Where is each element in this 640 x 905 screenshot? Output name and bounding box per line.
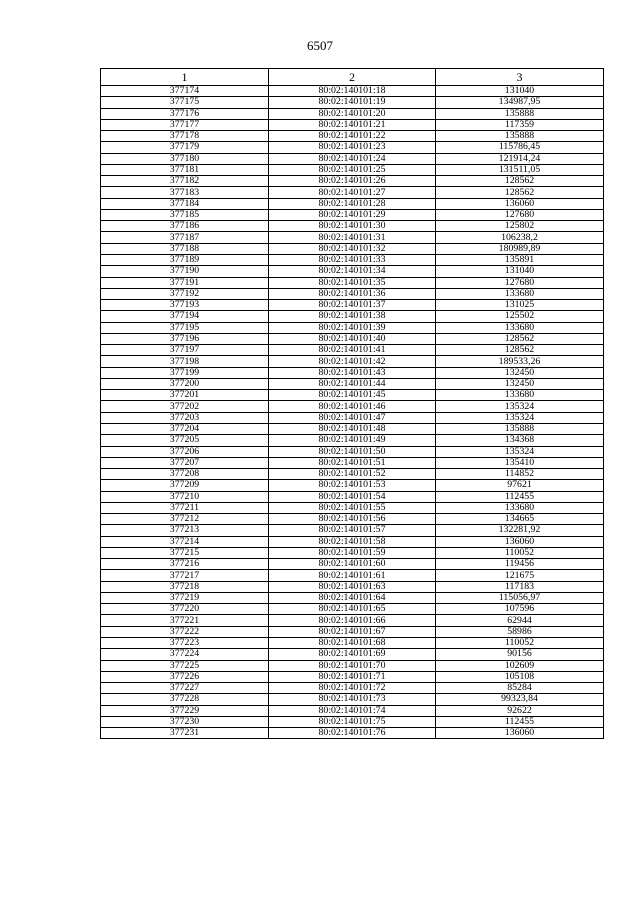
row-number-cell: 377186 bbox=[101, 221, 269, 232]
cadastral-number-cell: 80:02:140101:48 bbox=[269, 423, 436, 434]
cadastral-number-cell: 80:02:140101:27 bbox=[269, 187, 436, 198]
row-number-cell: 377213 bbox=[101, 525, 269, 536]
cadastral-number-cell: 80:02:140101:50 bbox=[269, 446, 436, 457]
value-cell: 128562 bbox=[436, 187, 604, 198]
value-cell: 132450 bbox=[436, 378, 604, 389]
table-row bbox=[101, 536, 604, 547]
row-number-cell: 377176 bbox=[101, 108, 269, 119]
value-cell: 112455 bbox=[436, 716, 604, 727]
table-row bbox=[101, 232, 604, 243]
row-number-cell: 377229 bbox=[101, 705, 269, 716]
cadastral-number-cell: 80:02:140101:20 bbox=[269, 108, 436, 119]
cadastral-number-cell: 80:02:140101:42 bbox=[269, 356, 436, 367]
table-row bbox=[101, 683, 604, 694]
cadastral-number-cell: 80:02:140101:22 bbox=[269, 131, 436, 142]
value-cell: 125502 bbox=[436, 311, 604, 322]
row-number-cell: 377192 bbox=[101, 288, 269, 299]
table-row bbox=[101, 311, 604, 322]
row-number-cell: 377209 bbox=[101, 480, 269, 491]
value-cell: 135888 bbox=[436, 108, 604, 119]
cadastral-number-cell: 80:02:140101:40 bbox=[269, 333, 436, 344]
cadastral-number-cell: 80:02:140101:64 bbox=[269, 592, 436, 603]
value-cell: 117359 bbox=[436, 119, 604, 130]
row-number-cell: 377227 bbox=[101, 683, 269, 694]
row-number-cell: 377216 bbox=[101, 559, 269, 570]
table-row bbox=[101, 164, 604, 175]
cadastral-number-cell: 80:02:140101:69 bbox=[269, 649, 436, 660]
cadastral-number-cell: 80:02:140101:67 bbox=[269, 626, 436, 637]
value-cell: 128562 bbox=[436, 345, 604, 356]
row-number-cell: 377204 bbox=[101, 423, 269, 434]
table-row bbox=[101, 153, 604, 164]
table-row bbox=[101, 412, 604, 423]
value-cell: 189533,26 bbox=[436, 356, 604, 367]
cadastral-number-cell: 80:02:140101:57 bbox=[269, 525, 436, 536]
table-row bbox=[101, 390, 604, 401]
value-cell: 112455 bbox=[436, 491, 604, 502]
value-cell: 92622 bbox=[436, 705, 604, 716]
row-number-cell: 377194 bbox=[101, 311, 269, 322]
table-row bbox=[101, 277, 604, 288]
value-cell: 132281,92 bbox=[436, 525, 604, 536]
cadastral-number-cell: 80:02:140101:71 bbox=[269, 671, 436, 682]
table-row bbox=[101, 570, 604, 581]
value-cell: 121914,24 bbox=[436, 153, 604, 164]
cadastral-number-cell: 80:02:140101:58 bbox=[269, 536, 436, 547]
row-number-cell: 377196 bbox=[101, 333, 269, 344]
cadastral-number-cell: 80:02:140101:66 bbox=[269, 615, 436, 626]
value-cell: 131025 bbox=[436, 300, 604, 311]
table-row bbox=[101, 705, 604, 716]
table-row bbox=[101, 435, 604, 446]
cadastral-number-cell: 80:02:140101:44 bbox=[269, 378, 436, 389]
cadastral-number-cell: 80:02:140101:75 bbox=[269, 716, 436, 727]
table-row bbox=[101, 660, 604, 671]
value-cell: 135888 bbox=[436, 423, 604, 434]
column-header-3: 3 bbox=[436, 69, 604, 86]
row-number-cell: 377193 bbox=[101, 300, 269, 311]
value-cell: 99323,84 bbox=[436, 694, 604, 705]
row-number-cell: 377197 bbox=[101, 345, 269, 356]
row-number-cell: 377226 bbox=[101, 671, 269, 682]
cadastral-number-cell: 80:02:140101:70 bbox=[269, 660, 436, 671]
row-number-cell: 377185 bbox=[101, 209, 269, 220]
table-row bbox=[101, 525, 604, 536]
row-number-cell: 377231 bbox=[101, 728, 269, 739]
row-number-cell: 377228 bbox=[101, 694, 269, 705]
value-cell: 115786,45 bbox=[436, 142, 604, 153]
cadastral-number-cell: 80:02:140101:30 bbox=[269, 221, 436, 232]
row-number-cell: 377206 bbox=[101, 446, 269, 457]
value-cell: 102609 bbox=[436, 660, 604, 671]
cadastral-number-cell: 80:02:140101:61 bbox=[269, 570, 436, 581]
cadastral-number-cell: 80:02:140101:59 bbox=[269, 547, 436, 558]
cadastral-number-cell: 80:02:140101:72 bbox=[269, 683, 436, 694]
value-cell: 125802 bbox=[436, 221, 604, 232]
table-row bbox=[101, 187, 604, 198]
row-number-cell: 377221 bbox=[101, 615, 269, 626]
row-number-cell: 377211 bbox=[101, 502, 269, 513]
cadastral-number-cell: 80:02:140101:60 bbox=[269, 559, 436, 570]
cadastral-number-cell: 80:02:140101:47 bbox=[269, 412, 436, 423]
table-row bbox=[101, 626, 604, 637]
table-row bbox=[101, 367, 604, 378]
cadastral-number-cell: 80:02:140101:34 bbox=[269, 266, 436, 277]
table-row bbox=[101, 119, 604, 130]
value-cell: 58986 bbox=[436, 626, 604, 637]
value-cell: 135410 bbox=[436, 457, 604, 468]
value-cell: 121675 bbox=[436, 570, 604, 581]
row-number-cell: 377205 bbox=[101, 435, 269, 446]
table-row bbox=[101, 401, 604, 412]
cadastral-number-cell: 80:02:140101:28 bbox=[269, 198, 436, 209]
table-body bbox=[101, 86, 604, 739]
cadastral-number-cell: 80:02:140101:46 bbox=[269, 401, 436, 412]
cadastral-number-cell: 80:02:140101:74 bbox=[269, 705, 436, 716]
table-row bbox=[101, 649, 604, 660]
table-row bbox=[101, 638, 604, 649]
cadastral-number-cell: 80:02:140101:53 bbox=[269, 480, 436, 491]
value-cell: 134665 bbox=[436, 514, 604, 525]
cadastral-number-cell: 80:02:140101:19 bbox=[269, 97, 436, 108]
table-row bbox=[101, 97, 604, 108]
table-row bbox=[101, 491, 604, 502]
table-row bbox=[101, 221, 604, 232]
value-cell: 136060 bbox=[436, 536, 604, 547]
cadastral-number-cell: 80:02:140101:35 bbox=[269, 277, 436, 288]
row-number-cell: 377182 bbox=[101, 176, 269, 187]
row-number-cell: 377230 bbox=[101, 716, 269, 727]
row-number-cell: 377195 bbox=[101, 322, 269, 333]
value-cell: 107596 bbox=[436, 604, 604, 615]
value-cell: 180989,89 bbox=[436, 243, 604, 254]
cadastral-number-cell: 80:02:140101:65 bbox=[269, 604, 436, 615]
cadastral-number-cell: 80:02:140101:21 bbox=[269, 119, 436, 130]
column-header-2: 2 bbox=[269, 69, 436, 86]
cadastral-number-cell: 80:02:140101:36 bbox=[269, 288, 436, 299]
page-number: 6507 bbox=[307, 38, 333, 53]
table-row bbox=[101, 728, 604, 739]
cadastral-number-cell: 80:02:140101:56 bbox=[269, 514, 436, 525]
table-header-row bbox=[101, 69, 604, 86]
row-number-cell: 377199 bbox=[101, 367, 269, 378]
table-row bbox=[101, 86, 604, 97]
cadastral-number-cell: 80:02:140101:51 bbox=[269, 457, 436, 468]
row-number-cell: 377212 bbox=[101, 514, 269, 525]
value-cell: 119456 bbox=[436, 559, 604, 570]
table-row bbox=[101, 716, 604, 727]
table-row bbox=[101, 469, 604, 480]
value-cell: 127680 bbox=[436, 209, 604, 220]
row-number-cell: 377188 bbox=[101, 243, 269, 254]
value-cell: 131511,05 bbox=[436, 164, 604, 175]
table-row bbox=[101, 142, 604, 153]
table-row bbox=[101, 243, 604, 254]
row-number-cell: 377177 bbox=[101, 119, 269, 130]
cadastral-number-cell: 80:02:140101:45 bbox=[269, 390, 436, 401]
table-row bbox=[101, 547, 604, 558]
table-row bbox=[101, 694, 604, 705]
value-cell: 133680 bbox=[436, 502, 604, 513]
row-number-cell: 377220 bbox=[101, 604, 269, 615]
value-cell: 131040 bbox=[436, 86, 604, 97]
row-number-cell: 377223 bbox=[101, 638, 269, 649]
row-number-cell: 377178 bbox=[101, 131, 269, 142]
cadastral-number-cell: 80:02:140101:63 bbox=[269, 581, 436, 592]
cadastral-number-cell: 80:02:140101:29 bbox=[269, 209, 436, 220]
table-row bbox=[101, 502, 604, 513]
row-number-cell: 377219 bbox=[101, 592, 269, 603]
value-cell: 115056,97 bbox=[436, 592, 604, 603]
table-row bbox=[101, 480, 604, 491]
row-number-cell: 377175 bbox=[101, 97, 269, 108]
row-number-cell: 377225 bbox=[101, 660, 269, 671]
column-header-1: 1 bbox=[101, 69, 269, 86]
table-row bbox=[101, 514, 604, 525]
row-number-cell: 377201 bbox=[101, 390, 269, 401]
value-cell: 134368 bbox=[436, 435, 604, 446]
table-row bbox=[101, 604, 604, 615]
cadastral-number-cell: 80:02:140101:31 bbox=[269, 232, 436, 243]
row-number-cell: 377190 bbox=[101, 266, 269, 277]
value-cell: 132450 bbox=[436, 367, 604, 378]
cadastral-number-cell: 80:02:140101:55 bbox=[269, 502, 436, 513]
value-cell: 106238,2 bbox=[436, 232, 604, 243]
cadastral-number-cell: 80:02:140101:49 bbox=[269, 435, 436, 446]
value-cell: 135324 bbox=[436, 446, 604, 457]
value-cell: 114852 bbox=[436, 469, 604, 480]
value-cell: 110052 bbox=[436, 547, 604, 558]
value-cell: 97621 bbox=[436, 480, 604, 491]
cadastral-number-cell: 80:02:140101:52 bbox=[269, 469, 436, 480]
row-number-cell: 377207 bbox=[101, 457, 269, 468]
cadastral-number-cell: 80:02:140101:33 bbox=[269, 254, 436, 265]
cadastral-number-cell: 80:02:140101:43 bbox=[269, 367, 436, 378]
cadastral-number-cell: 80:02:140101:24 bbox=[269, 153, 436, 164]
row-number-cell: 377184 bbox=[101, 198, 269, 209]
table-row bbox=[101, 108, 604, 119]
cadastral-number-cell: 80:02:140101:38 bbox=[269, 311, 436, 322]
table-row bbox=[101, 266, 604, 277]
cadastral-number-cell: 80:02:140101:18 bbox=[269, 86, 436, 97]
data-table bbox=[100, 68, 604, 739]
cadastral-number-cell: 80:02:140101:26 bbox=[269, 176, 436, 187]
cadastral-number-cell: 80:02:140101:39 bbox=[269, 322, 436, 333]
table-row bbox=[101, 615, 604, 626]
value-cell: 110052 bbox=[436, 638, 604, 649]
table-row bbox=[101, 559, 604, 570]
row-number-cell: 377214 bbox=[101, 536, 269, 547]
row-number-cell: 377215 bbox=[101, 547, 269, 558]
row-number-cell: 377203 bbox=[101, 412, 269, 423]
row-number-cell: 377202 bbox=[101, 401, 269, 412]
value-cell: 131040 bbox=[436, 266, 604, 277]
row-number-cell: 377181 bbox=[101, 164, 269, 175]
cadastral-number-cell: 80:02:140101:32 bbox=[269, 243, 436, 254]
row-number-cell: 377180 bbox=[101, 153, 269, 164]
row-number-cell: 377189 bbox=[101, 254, 269, 265]
cadastral-number-cell: 80:02:140101:37 bbox=[269, 300, 436, 311]
value-cell: 136060 bbox=[436, 728, 604, 739]
table-row bbox=[101, 356, 604, 367]
value-cell: 135324 bbox=[436, 401, 604, 412]
row-number-cell: 377187 bbox=[101, 232, 269, 243]
value-cell: 134987,95 bbox=[436, 97, 604, 108]
row-number-cell: 377191 bbox=[101, 277, 269, 288]
cadastral-number-cell: 80:02:140101:76 bbox=[269, 728, 436, 739]
table-row bbox=[101, 671, 604, 682]
table-row bbox=[101, 333, 604, 344]
value-cell: 136060 bbox=[436, 198, 604, 209]
row-number-cell: 377218 bbox=[101, 581, 269, 592]
row-number-cell: 377222 bbox=[101, 626, 269, 637]
row-number-cell: 377208 bbox=[101, 469, 269, 480]
row-number-cell: 377198 bbox=[101, 356, 269, 367]
row-number-cell: 377217 bbox=[101, 570, 269, 581]
value-cell: 127680 bbox=[436, 277, 604, 288]
row-number-cell: 377179 bbox=[101, 142, 269, 153]
value-cell: 90156 bbox=[436, 649, 604, 660]
value-cell: 117183 bbox=[436, 581, 604, 592]
table-row bbox=[101, 446, 604, 457]
row-number-cell: 377183 bbox=[101, 187, 269, 198]
value-cell: 133680 bbox=[436, 322, 604, 333]
cadastral-number-cell: 80:02:140101:25 bbox=[269, 164, 436, 175]
row-number-cell: 377210 bbox=[101, 491, 269, 502]
table-row bbox=[101, 592, 604, 603]
cadastral-number-cell: 80:02:140101:41 bbox=[269, 345, 436, 356]
table-row bbox=[101, 198, 604, 209]
value-cell: 105108 bbox=[436, 671, 604, 682]
table-row bbox=[101, 254, 604, 265]
value-cell: 62944 bbox=[436, 615, 604, 626]
value-cell: 128562 bbox=[436, 333, 604, 344]
value-cell: 133680 bbox=[436, 390, 604, 401]
table-row bbox=[101, 322, 604, 333]
value-cell: 128562 bbox=[436, 176, 604, 187]
row-number-cell: 377174 bbox=[101, 86, 269, 97]
cadastral-number-cell: 80:02:140101:73 bbox=[269, 694, 436, 705]
table-row bbox=[101, 300, 604, 311]
value-cell: 135324 bbox=[436, 412, 604, 423]
table-row bbox=[101, 131, 604, 142]
row-number-cell: 377224 bbox=[101, 649, 269, 660]
table-row bbox=[101, 378, 604, 389]
cadastral-number-cell: 80:02:140101:23 bbox=[269, 142, 436, 153]
table-row bbox=[101, 345, 604, 356]
value-cell: 135888 bbox=[436, 131, 604, 142]
table-row bbox=[101, 288, 604, 299]
value-cell: 135891 bbox=[436, 254, 604, 265]
table-row bbox=[101, 457, 604, 468]
row-number-cell: 377200 bbox=[101, 378, 269, 389]
table-row bbox=[101, 581, 604, 592]
cadastral-number-cell: 80:02:140101:54 bbox=[269, 491, 436, 502]
table-row bbox=[101, 423, 604, 434]
value-cell: 133680 bbox=[436, 288, 604, 299]
cadastral-number-cell: 80:02:140101:68 bbox=[269, 638, 436, 649]
value-cell: 85284 bbox=[436, 683, 604, 694]
table-row bbox=[101, 176, 604, 187]
table-row bbox=[101, 209, 604, 220]
